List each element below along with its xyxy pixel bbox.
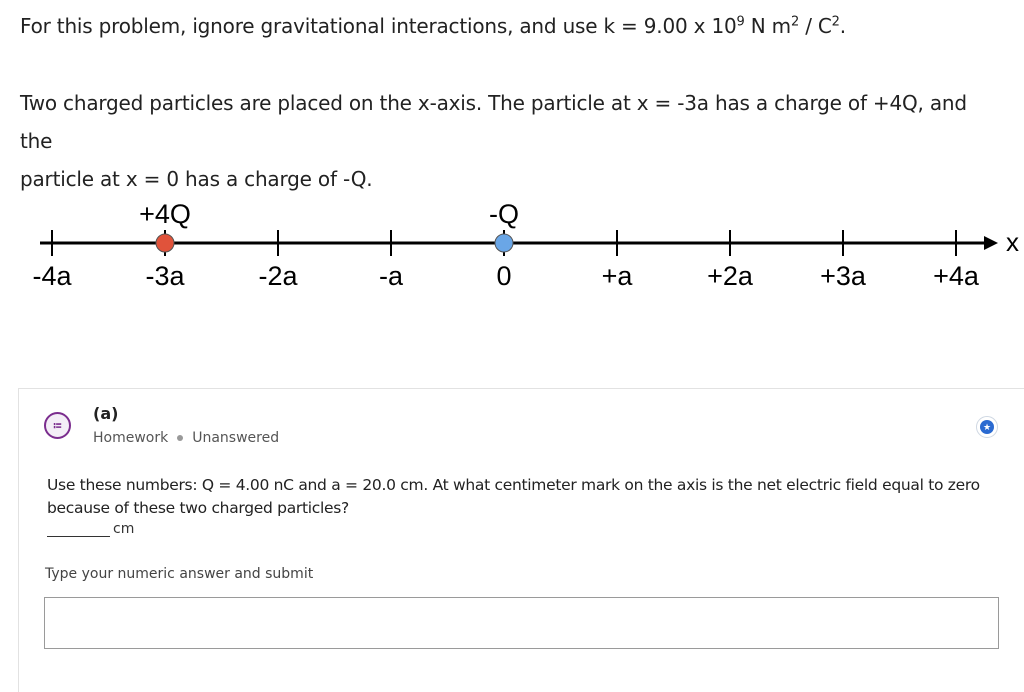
charge-dot [156, 234, 174, 252]
unit-label: cm [113, 521, 135, 537]
tick-label: -3a [145, 261, 185, 291]
exponent-9: 9 [736, 14, 745, 30]
tick-label: +2a [707, 261, 753, 291]
category-label: Homework [93, 430, 169, 446]
constants-statement [20, 14, 846, 38]
list-icon: ≔ [44, 412, 71, 439]
status-label: Unanswered [192, 430, 280, 446]
separator-dot [177, 435, 183, 441]
answer-prompt: Type your numeric answer and submit [45, 566, 314, 582]
tick-label: -4a [32, 261, 72, 291]
constants-text: For this problem, ignore gravitational interactions, and use k = 9.00 x 10 [20, 14, 737, 38]
charge-label: +4Q [139, 199, 191, 229]
exponent-2-coulomb: 2 [831, 14, 840, 30]
tick-label: +a [601, 261, 633, 291]
period: . [839, 14, 846, 38]
blank-line [47, 519, 110, 537]
part-label: (a) [93, 404, 119, 423]
tick-label: 0 [496, 261, 512, 291]
charge-dot [495, 234, 513, 252]
axis-arrowhead [984, 236, 998, 250]
units-text: N m [744, 14, 791, 38]
star-icon: ★ [980, 420, 994, 434]
tick-label: +3a [820, 261, 866, 291]
number-line-diagram [0, 188, 1024, 298]
exponent-2: 2 [790, 14, 800, 30]
tick-label: +4a [933, 261, 979, 291]
setup-line-1: Two charged particles are placed on the x-axis. The particle at x = -3a has a charge of +4Q, and the [20, 91, 967, 153]
question-text: Use these numbers: Q = 4.00 nC and a = 20.0 cm. At what centimeter mark on the axis is the net electric field equal to zero because of these two charged particles? [47, 476, 980, 517]
per-text: / C [799, 14, 832, 38]
answer-blank [47, 519, 134, 537]
tick-label: -2a [258, 261, 298, 291]
numeric-answer-input[interactable] [44, 597, 999, 649]
setup-line-2: particle at x = 0 has a charge of -Q. [20, 167, 373, 191]
star-button[interactable] [976, 416, 998, 438]
tick-label: -a [378, 261, 404, 291]
part-meta [93, 430, 279, 446]
axis-label: x [1006, 227, 1019, 257]
charge-label: -Q [489, 199, 519, 229]
problem-setup [20, 84, 980, 198]
